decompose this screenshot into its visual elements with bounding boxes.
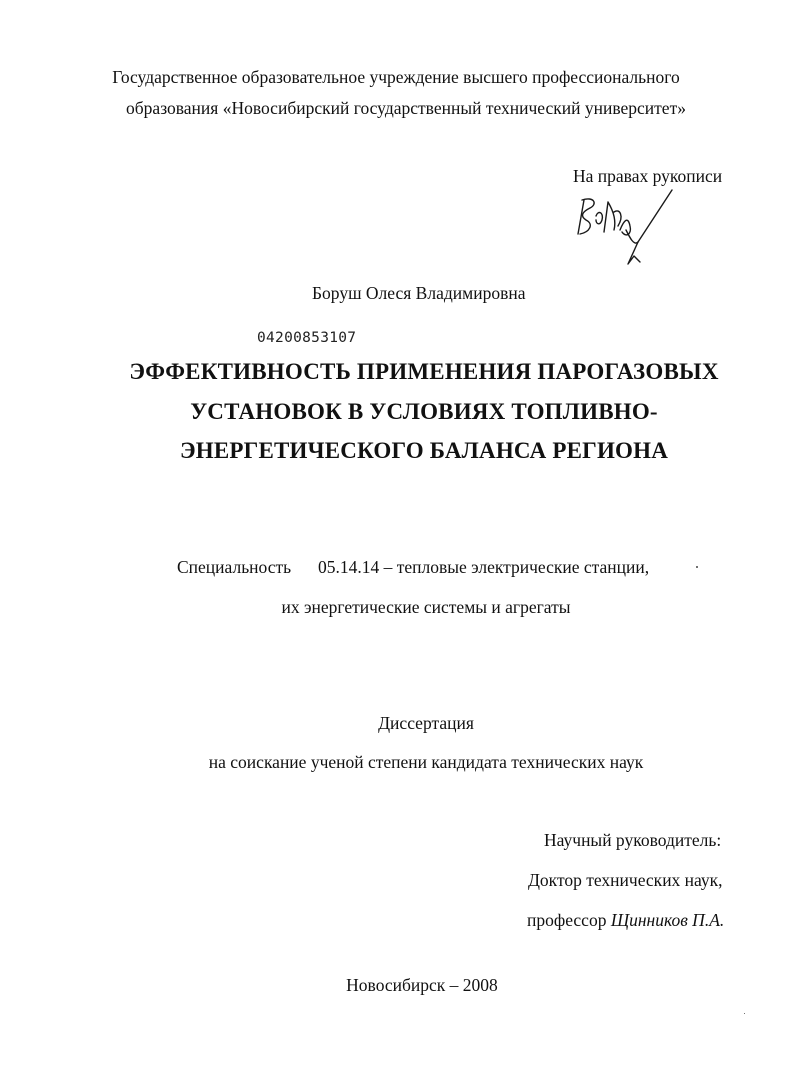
author-signature — [568, 186, 678, 268]
specialty-label: Специальность — [177, 557, 292, 577]
title-line-2: УСТАНОВОК В УСЛОВИЯХ ТОПЛИВНО- — [190, 399, 658, 424]
scan-speck — [696, 566, 698, 568]
specialty-line-2: их энергетические системы и агрегаты — [281, 597, 571, 617]
supervisor-label: Научный руководитель: — [544, 830, 722, 850]
document-code: 04200853107 — [257, 330, 357, 346]
specialty-code-description: 05.14.14 – тепловые электрические станции, — [318, 557, 650, 577]
institution-line-2: образования «Новосибирский государственный технический университет» — [126, 98, 686, 118]
institution-line-1: Государственное образовательное учреждение высшего профессионального — [112, 67, 680, 87]
city-year: Новосибирск – 2008 — [346, 975, 498, 995]
supervisor-name: Щинников П.А. — [610, 910, 725, 930]
supervisor-degree: Доктор технических наук, — [528, 870, 723, 890]
supervisor-title — [527, 909, 724, 931]
author-name: Боруш Олеся Владимировна — [312, 283, 526, 303]
dissertation-degree: на соискание ученой степени кандидата технических наук — [208, 752, 644, 772]
scan-speck-2 — [744, 1013, 745, 1014]
supervisor-title-prefix: профессор — [527, 910, 607, 930]
title-line-3: ЭНЕРГЕТИЧЕСКОГО БАЛАНСА РЕГИОНА — [179, 438, 669, 463]
manuscript-note: На правах рукописи — [573, 166, 723, 186]
dissertation-heading: Диссертация — [378, 713, 474, 733]
title-line-1: ЭФФЕКТИВНОСТЬ ПРИМЕНЕНИЯ ПАРОГАЗОВЫХ — [129, 359, 719, 384]
